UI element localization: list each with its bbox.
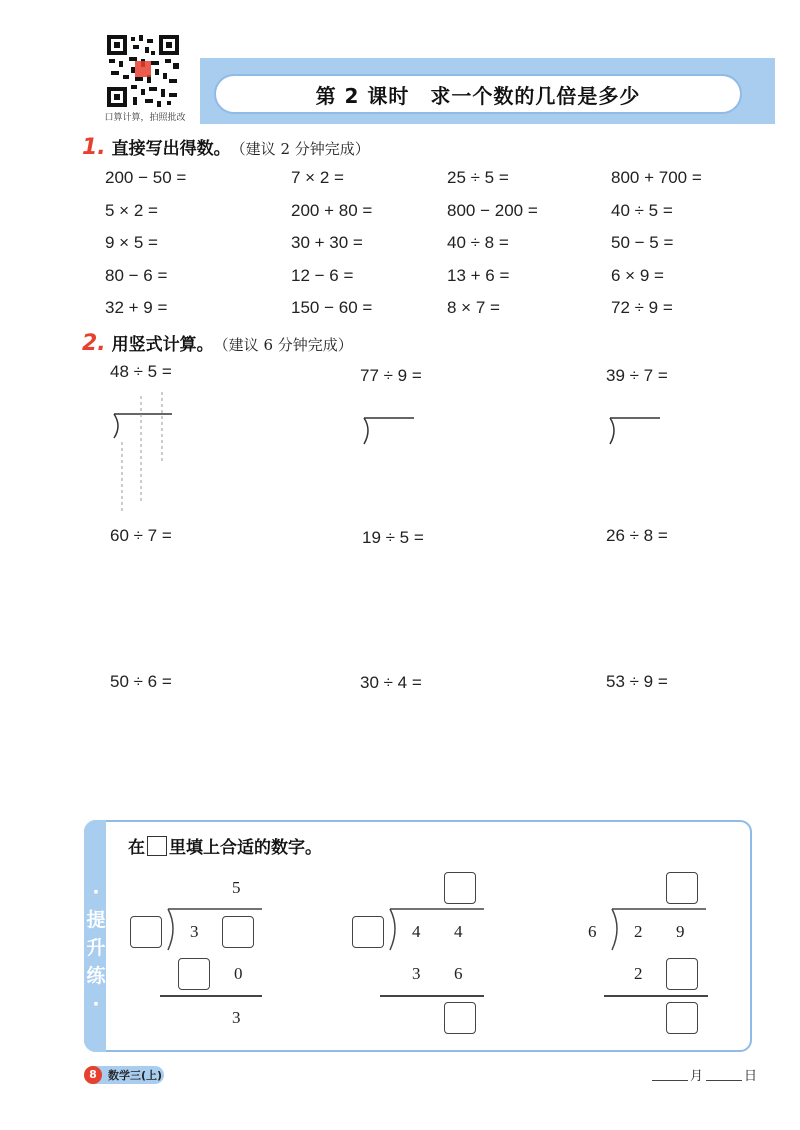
- lesson-title: 第 2 课时 求一个数的几倍是多少: [315, 83, 641, 108]
- oral-item: 800 − 200 =: [447, 201, 538, 220]
- vertical-item: 30 ÷ 4 =: [360, 673, 422, 692]
- oral-item: 5 × 2 =: [105, 201, 158, 220]
- p2-sub-digit: 3: [412, 964, 421, 983]
- vertical-item: 39 ÷ 7 =: [606, 366, 668, 385]
- oral-item: 40 ÷ 8 =: [447, 233, 509, 252]
- p1-sub-digit: 0: [234, 964, 243, 983]
- oral-item: 200 − 50 =: [105, 168, 187, 187]
- oral-item: 200 + 80 =: [291, 201, 373, 220]
- month-line: [652, 1080, 688, 1081]
- p3-sub-line: [604, 995, 708, 997]
- day-line: [706, 1080, 742, 1081]
- p2-sub-line: [380, 995, 484, 997]
- p2-sub-digit: 6: [454, 964, 463, 983]
- p1-quotient: 5: [232, 878, 241, 897]
- instruction-after: 里填上合适的数字。: [169, 838, 322, 858]
- p3-dividend-digit: 2: [634, 922, 643, 941]
- p1-divisor-blank[interactable]: [130, 916, 162, 948]
- oral-item: 13 + 6 =: [447, 266, 510, 285]
- oral-item: 800 + 700 =: [611, 168, 702, 187]
- p3-remainder-blank[interactable]: [666, 1002, 698, 1034]
- oral-item: 150 − 60 =: [291, 298, 373, 317]
- p3-quotient-blank[interactable]: [666, 872, 698, 904]
- oral-item: 8 × 7 =: [447, 298, 500, 317]
- p2-quotient-blank[interactable]: [444, 872, 476, 904]
- oral-item: 32 + 9 =: [105, 298, 168, 317]
- vertical-item: 48 ÷ 5 =: [110, 362, 172, 381]
- oral-item: 72 ÷ 9 =: [611, 298, 673, 317]
- p2-divisor-blank[interactable]: [352, 916, 384, 948]
- division-bracket-guide: [108, 392, 180, 522]
- section1-heading: [82, 134, 370, 160]
- day-label: 日: [744, 1069, 758, 1084]
- p1-dividend-digit: 3: [190, 922, 199, 941]
- improve-instruction: [128, 833, 322, 858]
- division-bracket: [358, 412, 418, 452]
- section2-number: 2.: [82, 331, 106, 356]
- page-number: 8: [84, 1066, 102, 1084]
- vertical-item: 19 ÷ 5 =: [362, 528, 424, 547]
- vertical-item: 50 ÷ 6 =: [110, 672, 172, 691]
- oral-item: 6 × 9 =: [611, 266, 664, 285]
- month-label: 月: [690, 1069, 704, 1084]
- p3-dividend-digit: 9: [676, 922, 685, 941]
- p3-sub-digit: 2: [634, 964, 643, 983]
- inline-box-icon: [147, 836, 167, 856]
- section2-title: 用竖式计算。: [111, 335, 214, 355]
- p2-division-bracket: [386, 906, 486, 956]
- p3-divisor: 6: [588, 922, 597, 941]
- footer-book-label: 数学三(上): [108, 1069, 163, 1082]
- p1-remainder: 3: [232, 1008, 241, 1027]
- oral-item: 7 × 2 =: [291, 168, 344, 187]
- section1-hint: （建议 2 分钟完成）: [230, 140, 370, 158]
- section2-hint: （建议 6 分钟完成）: [213, 336, 353, 354]
- p3-sub-blank[interactable]: [666, 958, 698, 990]
- p2-remainder-blank[interactable]: [444, 1002, 476, 1034]
- oral-item: 25 ÷ 5 =: [447, 168, 509, 187]
- vertical-item: 26 ÷ 8 =: [606, 526, 668, 545]
- improve-tab-label: ·提升练·: [86, 881, 106, 1015]
- p1-sub-line: [160, 995, 262, 997]
- qr-code-icon[interactable]: [105, 33, 181, 109]
- p1-dividend-blank[interactable]: [222, 916, 254, 948]
- oral-item: 30 + 30 =: [291, 233, 363, 252]
- oral-item: 40 ÷ 5 =: [611, 201, 673, 220]
- division-bracket: [604, 412, 664, 452]
- vertical-item: 77 ÷ 9 =: [360, 366, 422, 385]
- p2-dividend-digit: 4: [412, 922, 421, 941]
- section1-title: 直接写出得数。: [111, 139, 231, 159]
- section2-heading: [82, 330, 353, 356]
- vertical-item: 60 ÷ 7 =: [110, 526, 172, 545]
- p2-dividend-digit: 4: [454, 922, 463, 941]
- section1-number: 1.: [82, 135, 106, 160]
- oral-item: 9 × 5 =: [105, 233, 158, 252]
- p1-sub-blank[interactable]: [178, 958, 210, 990]
- p3-division-bracket: [608, 906, 708, 956]
- lesson-title-pill: [214, 74, 742, 114]
- oral-item: 12 − 6 =: [291, 266, 354, 285]
- vertical-item: 53 ÷ 9 =: [606, 672, 668, 691]
- oral-item: 50 − 5 =: [611, 233, 674, 252]
- qr-caption: 口算计算，拍照批改: [104, 113, 186, 123]
- oral-item: 80 − 6 =: [105, 266, 168, 285]
- instruction-before: 在: [128, 838, 145, 858]
